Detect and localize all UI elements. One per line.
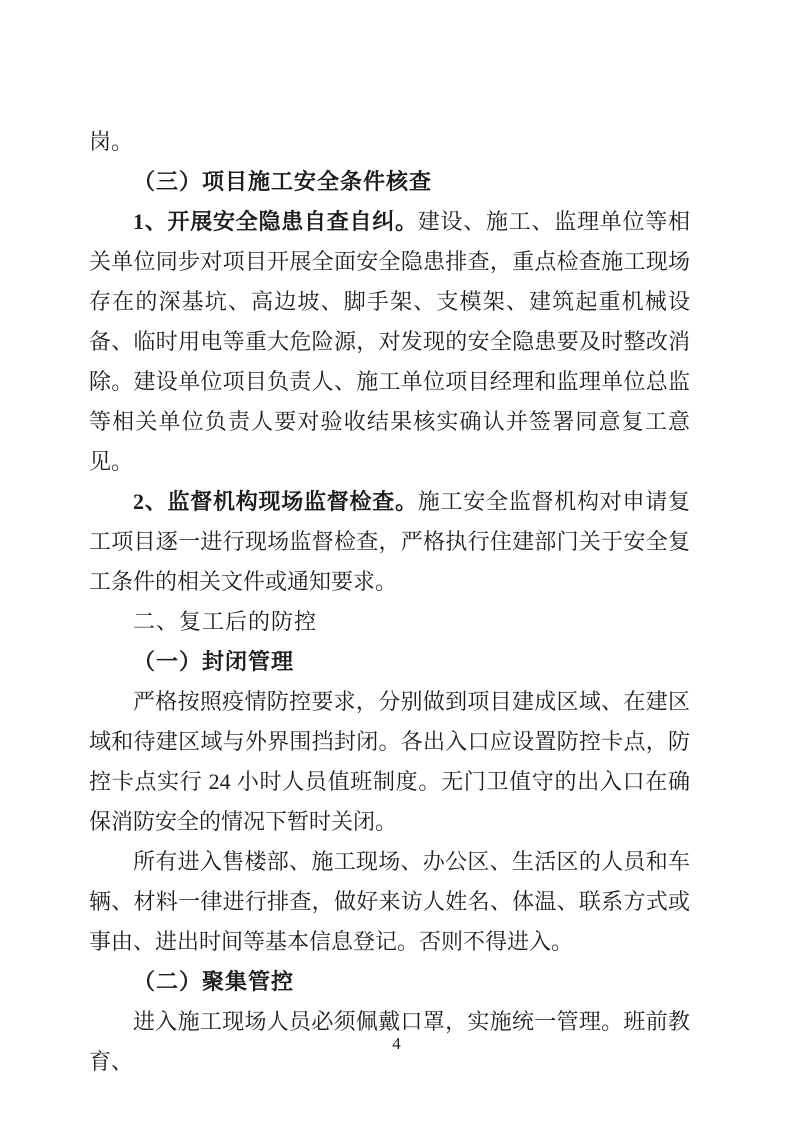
paragraph-closed-management-2: 所有进入售楼部、施工现场、办公区、生活区的人员和车辆、材料一律进行排查，做好来访人姓名、体温、联系方式或事由、进出时间等基本信息登记。否则不得进入。 [89,849,690,954]
page-number: 4 [392,1034,401,1053]
subsection-heading-gathering-control: （二）聚集管控 [133,969,295,994]
numbered-paragraph-1-text: 建设、施工、监理单位等相关单位同步对项目开展全面安全隐患排查，重点检查施工现场存在的深基坑、高边坡、脚手架、支模架、建筑起重机械设备、临时用电等重大危险源，对发现的安全隐患要及时整改消除。建设单位项目负责人、施工单位项目经理和监理单位总监等相关单位负责人要对验收结果核实确认并签署同意复工意见。 [89,209,690,474]
numbered-paragraph-1-lead: 1、开展安全隐患自查自纠。 [133,209,418,234]
numbered-paragraph-2-lead: 2、监督机构现场监督检查。 [133,489,418,514]
paragraph-closed-management-1: 严格按照疫情防控要求，分别做到项目建成区域、在建区域和待建区域与外界围挡封闭。各出入口应设置防控卡点，防控卡点实行 24 小时人员值班制度。无门卫值守的出入口在确保消防安全的情况下暂时关闭。 [89,689,690,834]
document-body [89,122,690,1082]
subsection-heading-closed-management: （一）封闭管理 [133,649,295,674]
numbered-paragraph-2-text: 施工安全监督机构对申请复工项目逐一进行现场监督检查，严格执行住建部门关于安全复工条件的相关文件或通知要求。 [89,489,690,594]
section-heading-post-resumption-control: 二、复工后的防控 [133,609,318,634]
numbered-paragraph-1 [89,202,690,482]
paragraph-gathering-control: 进入施工现场人员必须佩戴口罩，实施统一管理。班前教育、 [89,1009,690,1074]
section-heading-project-safety-check: （三）项目施工安全条件核查 [133,169,433,194]
paragraph-continuation: 岗。 [89,129,134,154]
numbered-paragraph-2 [89,482,690,602]
